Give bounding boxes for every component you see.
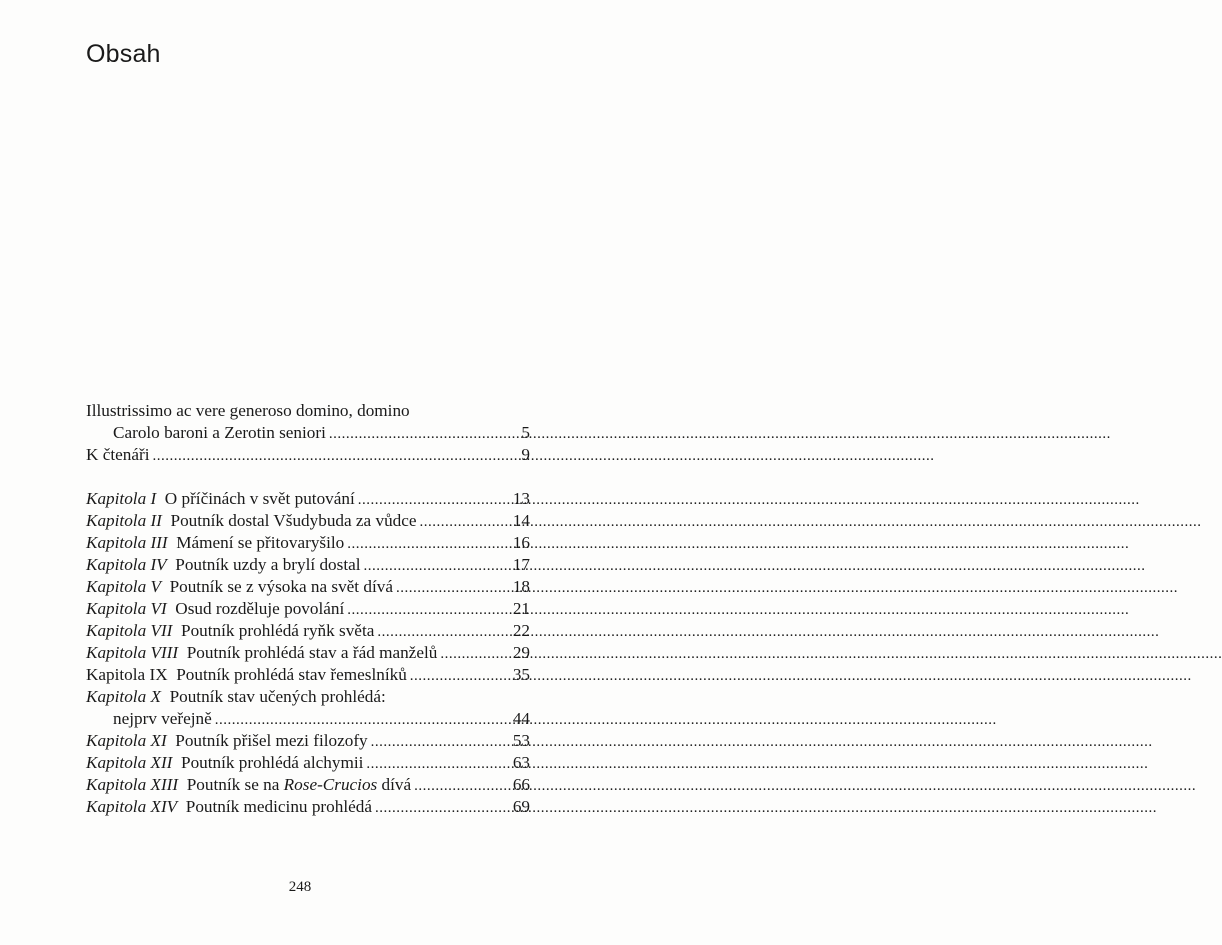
entry-title: nejprv veřejně [113,709,212,728]
chapter-number: Kapitola XII [86,753,173,772]
page-title: Obsah [86,40,161,68]
toc-entry-label [86,796,372,818]
toc-entry [86,730,530,752]
table-of-contents [86,400,530,818]
toc-page-number: 66 [512,775,530,794]
chapter-number: Kapitola VI [86,599,167,618]
entry-title-italic: Rose-Crucios [283,775,378,794]
toc-page-number: 44 [512,709,530,728]
dot-leader [329,423,520,445]
toc-page-number: 17 [512,555,530,574]
toc-page-number: 16 [512,533,530,552]
toc-page-number: 29 [512,643,530,662]
entry-title: K čtenáři [86,445,150,464]
dot-leader [347,533,511,555]
toc-page-number: 14 [512,511,530,530]
toc-entry [86,642,530,664]
entry-title: Mámení se přitovaryšilo [176,533,345,552]
toc-entry-label [86,576,393,598]
entry-title: Carolo baroni a Zerotin seniori [113,423,326,442]
dot-leader [420,511,511,533]
toc-entry [86,444,530,466]
chapter-number: Kapitola XI [86,731,167,750]
toc-entry-label [113,422,326,444]
toc-entry-label [86,664,407,686]
chapter-number: Kapitola X [86,687,161,706]
dot-leader [375,797,511,819]
dot-leader [396,577,511,599]
toc-entry [86,510,530,532]
entry-title: Illustrissimo ac vere generoso domino, domino [86,401,410,420]
toc-page-number: 18 [512,577,530,596]
entry-title: Osud rozděluje povolání [175,599,345,618]
toc-page-number: 9 [521,445,530,464]
toc-entry [86,708,530,730]
toc-entry [86,576,530,598]
chapter-number: Kapitola III [86,533,168,552]
dot-leader [414,775,511,797]
toc-entry [86,796,530,818]
entry-title-rest: dívá [377,775,412,794]
toc-entry-label [86,774,411,796]
toc-entry-label [86,400,410,422]
toc-page-number: 63 [512,753,530,772]
dot-leader [377,621,510,643]
toc-page-number: 21 [512,599,530,618]
toc-entry-label [86,510,417,532]
toc-entry-label [86,730,368,752]
entry-title: Poutník prohlédá ryňk světa [181,621,375,640]
dot-leader [152,445,519,467]
toc-entry-label [86,620,374,642]
entry-title: Poutník prohlédá alchymii [181,753,364,772]
entry-title: Poutník medicinu prohlédá [185,797,372,816]
toc-page-number: 53 [512,731,530,750]
chapter-number: Kapitola IX [86,665,168,684]
toc-entry [86,664,530,686]
toc-entry [86,554,530,576]
toc-entry [86,598,530,620]
entry-title: Poutník se z výsoka na svět dívá [169,577,393,596]
chapter-number: Kapitola V [86,577,161,596]
toc-entry-label [86,598,344,620]
chapter-number: Kapitola VIII [86,643,179,662]
toc-spacer [86,466,530,488]
entry-title: Poutník prohlédá stav a řád manželů [186,643,438,662]
dot-leader [366,753,510,775]
dot-leader [358,489,511,511]
toc-entry-label [86,444,149,466]
toc-entry-label [86,532,344,554]
toc-entry [86,400,530,422]
toc-page-number: 69 [512,797,530,816]
entry-title: Poutník se na [186,775,284,794]
dot-leader [371,731,511,753]
chapter-number: Kapitola II [86,511,162,530]
dot-leader [410,665,511,687]
toc-entry-label [86,488,355,510]
toc-page-number: 5 [521,423,530,442]
dot-leader [440,643,510,665]
entry-title: Poutník prohlédá stav řemeslníků [176,665,407,684]
toc-entry [86,422,530,444]
chapter-number: Kapitola I [86,489,157,508]
toc-page-number: 22 [512,621,530,640]
entry-title: Poutník uzdy a brylí dostal [175,555,361,574]
entry-title: Poutník dostal Všudybuda za vůdce [170,511,417,530]
toc-entry [86,686,530,708]
toc-entry-label [86,642,437,664]
dot-leader [347,599,511,621]
toc-entry-label [86,686,386,708]
chapter-number: Kapitola IV [86,555,167,574]
page-number: 248 [288,879,312,895]
toc-entry [86,620,530,642]
entry-title: Poutník stav učených prohlédá: [169,687,386,706]
chapter-number: Kapitola XIII [86,775,179,794]
chapter-number: Kapitola XIV [86,797,178,816]
toc-entry-label [86,752,363,774]
toc-page-number: 13 [512,489,530,508]
toc-entry [86,774,530,796]
toc-entry-label [113,708,212,730]
dot-leader [364,555,511,577]
toc-page-number: 35 [512,665,530,684]
toc-entry-label [86,554,361,576]
dot-leader [215,709,511,731]
entry-title: Poutník přišel mezi filozofy [175,731,368,750]
toc-entry [86,752,530,774]
toc-entry [86,532,530,554]
chapter-number: Kapitola VII [86,621,173,640]
toc-entry [86,488,530,510]
entry-title: O příčinách v svět putování [164,489,355,508]
